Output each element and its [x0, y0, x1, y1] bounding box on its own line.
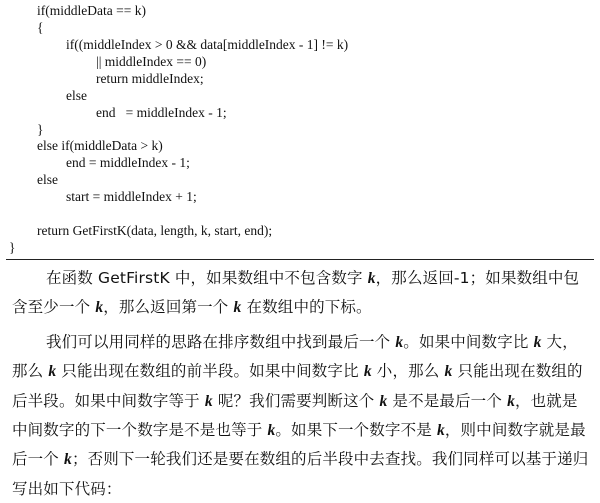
text-run: 只能出现在数组的后半段。如果中间数字等于: [12, 362, 583, 410]
text-run: 小，那么: [371, 362, 445, 381]
code-line: else: [37, 172, 58, 187]
paragraph: [12, 328, 590, 503]
variable-k: k: [533, 333, 542, 351]
code-line: else: [66, 88, 87, 103]
code-line: end = middleIndex - 1;: [66, 155, 190, 170]
code-line: {: [37, 20, 44, 35]
variable-k: k: [367, 270, 376, 287]
code-line: }: [9, 240, 16, 255]
variable-k: k: [95, 299, 104, 317]
text-run: 我们可以用同样的思路在排序数组中找到最后一个: [46, 332, 396, 351]
text-run: 呢？我们需要判断这个: [212, 391, 380, 410]
variable-k: k: [204, 392, 213, 410]
text-run: 。如果下一个数字不是: [275, 421, 437, 440]
code-line: end = middleIndex - 1;: [96, 105, 227, 120]
code-line: if(middleData == k): [37, 3, 146, 18]
variable-k: k: [379, 392, 388, 410]
variable-k: k: [267, 422, 276, 440]
variable-k: k: [48, 363, 57, 381]
code-line: return GetFirstK(data, length, k, start, end);: [37, 223, 273, 238]
code-line: if((middleIndex > 0 && data[middleIndex - 1] != k): [66, 37, 349, 52]
code-line: start = middleIndex + 1;: [66, 189, 197, 204]
text-run: 大，那么: [12, 332, 578, 381]
prose-body: [12, 264, 590, 503]
variable-k: k: [233, 299, 242, 317]
variable-k: k: [395, 333, 404, 351]
text-run: ，也就是中间数字的下一个数字是不是也等于: [12, 391, 578, 440]
code-line: return middleIndex;: [96, 71, 204, 86]
text-run: ，则中间数字就是最后一个: [12, 421, 586, 469]
variable-k: k: [64, 451, 72, 469]
section-divider: [6, 259, 594, 260]
text-run: 在数组中的下标。: [241, 298, 372, 317]
code-line: || middleIndex == 0): [96, 54, 207, 69]
variable-k: k: [436, 422, 445, 440]
text-run: ；否则下一轮我们还是要在数组的后半段中去查找。我们同样可以基于递归写出如下代码：: [12, 450, 589, 498]
text-run: 。如果中间数字比: [403, 332, 534, 351]
variable-k: k: [444, 363, 453, 381]
variable-k: k: [507, 392, 515, 410]
code-line: else if(middleData > k): [37, 138, 163, 153]
text-run: 只能出现在数组的前半段。如果中间数字比: [56, 362, 364, 381]
text-run: 在函数 GetFirstK 中，如果数组中不包含数字: [46, 269, 368, 287]
paragraph: [12, 264, 590, 323]
text-run: ，那么返回-1；如果数组中包含至少一个: [12, 269, 580, 317]
code-line: }: [37, 122, 44, 137]
text-run: 是不是最后一个: [387, 391, 508, 410]
variable-k: k: [363, 363, 372, 381]
text-run: ，那么返回第一个: [103, 298, 234, 317]
